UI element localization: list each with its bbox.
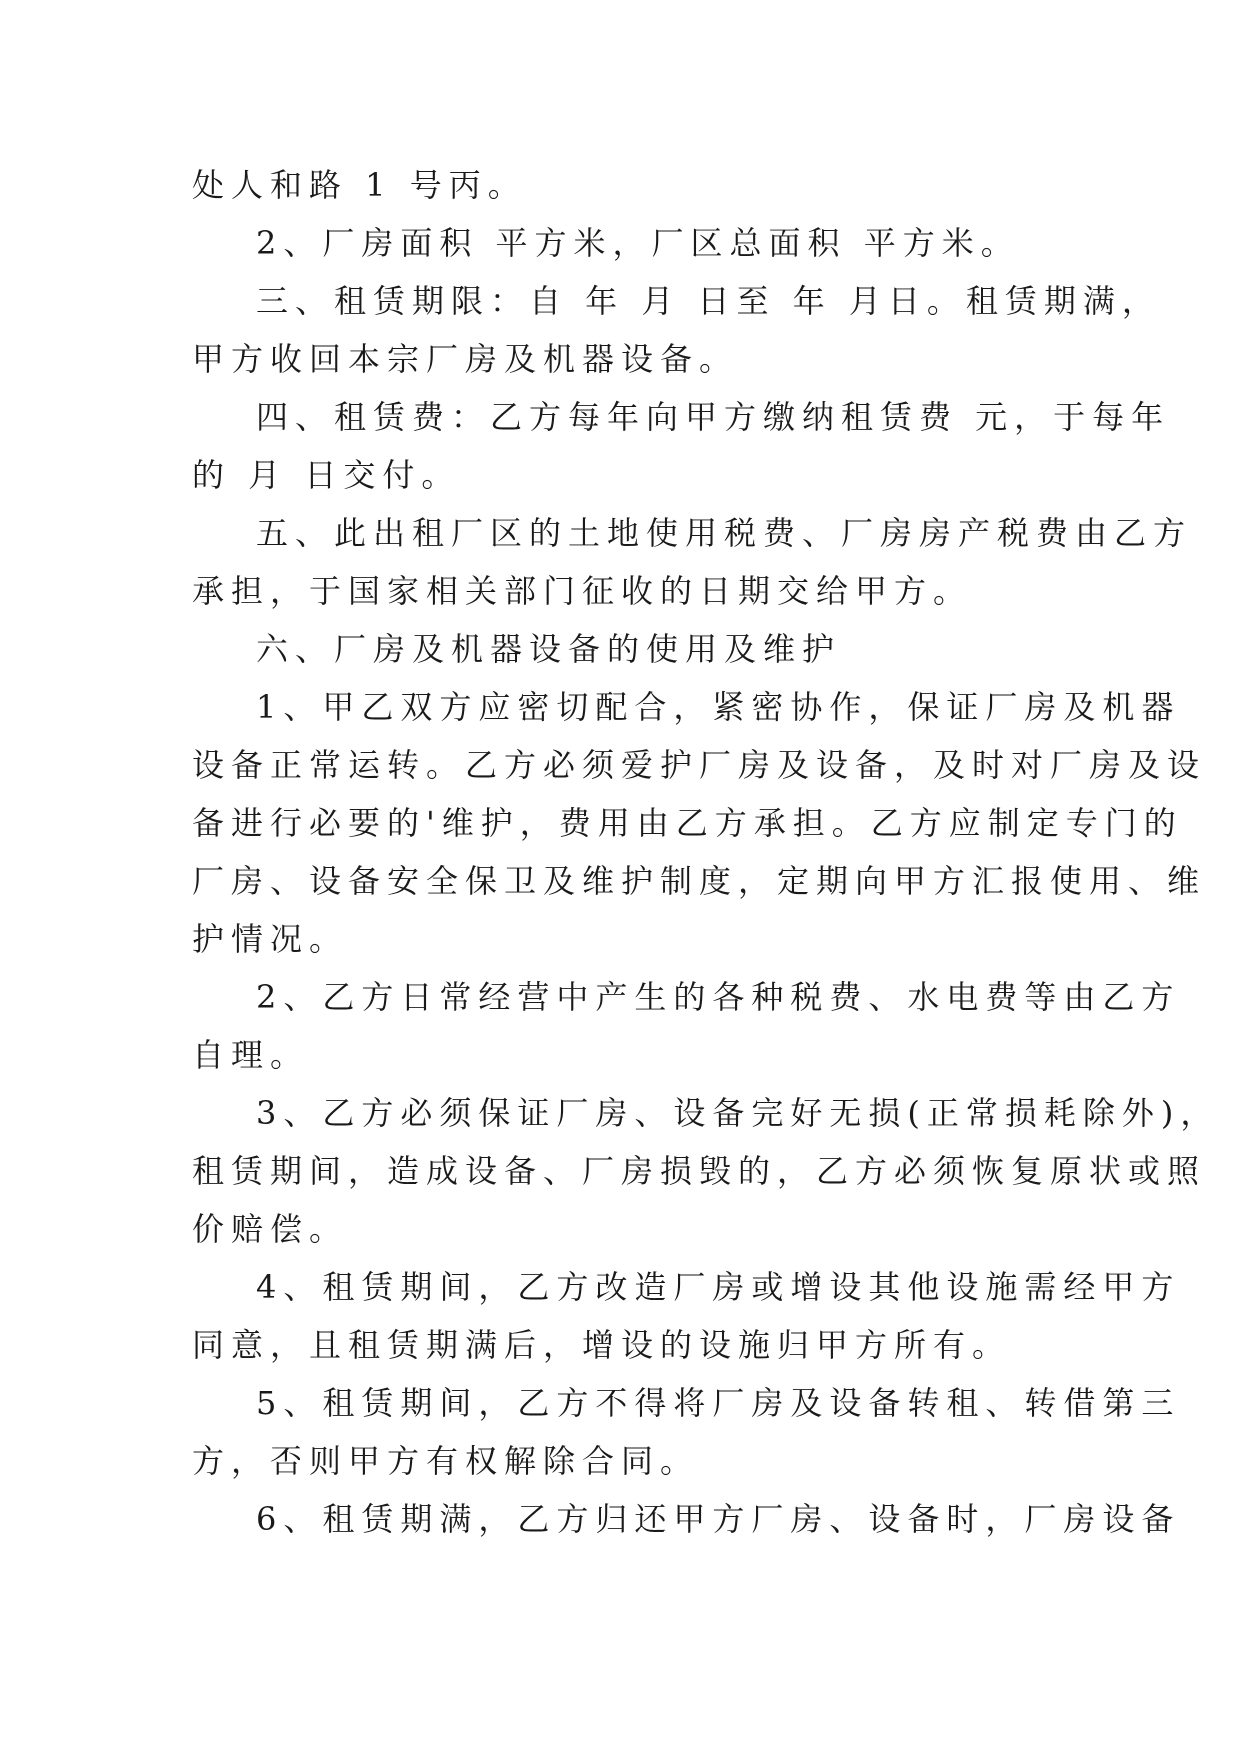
text-line: 五、此出租厂区的土地使用税费、厂房房产税费由乙方 xyxy=(256,514,1193,552)
text-line: 四、租赁费：乙方每年向甲方缴纳租赁费 元，于每年 xyxy=(256,398,1171,436)
text-line: 六、厂房及机器设备的使用及维护 xyxy=(256,630,842,668)
text-line: 的 月 日交付。 xyxy=(192,456,461,494)
text-line: 2、乙方日常经营中产生的各种税费、水电费等由乙方 xyxy=(256,978,1181,1016)
text-line: 自理。 xyxy=(192,1036,310,1074)
text-line: 护情况。 xyxy=(192,920,349,958)
text-line: 3、乙方必须保证厂房、设备完好无损(正常损耗除外)， xyxy=(256,1094,1220,1132)
text-line: 三、租赁期限：自 年 月 日至 年 月日。租赁期满， xyxy=(256,282,1161,320)
text-line: 同意，且租赁期满后，增设的设施归甲方所有。 xyxy=(192,1326,1012,1364)
text-line: 方，否则甲方有权解除合同。 xyxy=(192,1442,700,1480)
text-line: 设备正常运转。乙方必须爱护厂房及设备，及时对厂房及设 xyxy=(192,746,1207,784)
text-line: 6、租赁期满，乙方归还甲方厂房、设备时，厂房设备 xyxy=(256,1500,1181,1538)
text-line: 1、甲乙双方应密切配合，紧密协作，保证厂房及机器 xyxy=(256,688,1181,726)
text-line: 厂房、设备安全保卫及维护制度，定期向甲方汇报使用、维 xyxy=(192,862,1207,900)
text-line: 价赔偿。 xyxy=(192,1210,349,1248)
text-line: 备进行必要的'维护，费用由乙方承担。乙方应制定专门的 xyxy=(192,804,1183,842)
text-line: 处人和路 1 号丙。 xyxy=(192,166,527,204)
text-line: 租赁期间，造成设备、厂房损毁的，乙方必须恢复原状或照 xyxy=(192,1152,1207,1190)
text-line: 5、租赁期间，乙方不得将厂房及设备转租、转借第三 xyxy=(256,1384,1181,1422)
text-line: 承担，于国家相关部门征收的日期交给甲方。 xyxy=(192,572,973,610)
text-line: 2、厂房面积 平方米，厂区总面积 平方米。 xyxy=(256,224,1020,262)
text-line: 4、租赁期间，乙方改造厂房或增设其他设施需经甲方 xyxy=(256,1268,1181,1306)
text-line: 甲方收回本宗厂房及机器设备。 xyxy=(192,340,739,378)
